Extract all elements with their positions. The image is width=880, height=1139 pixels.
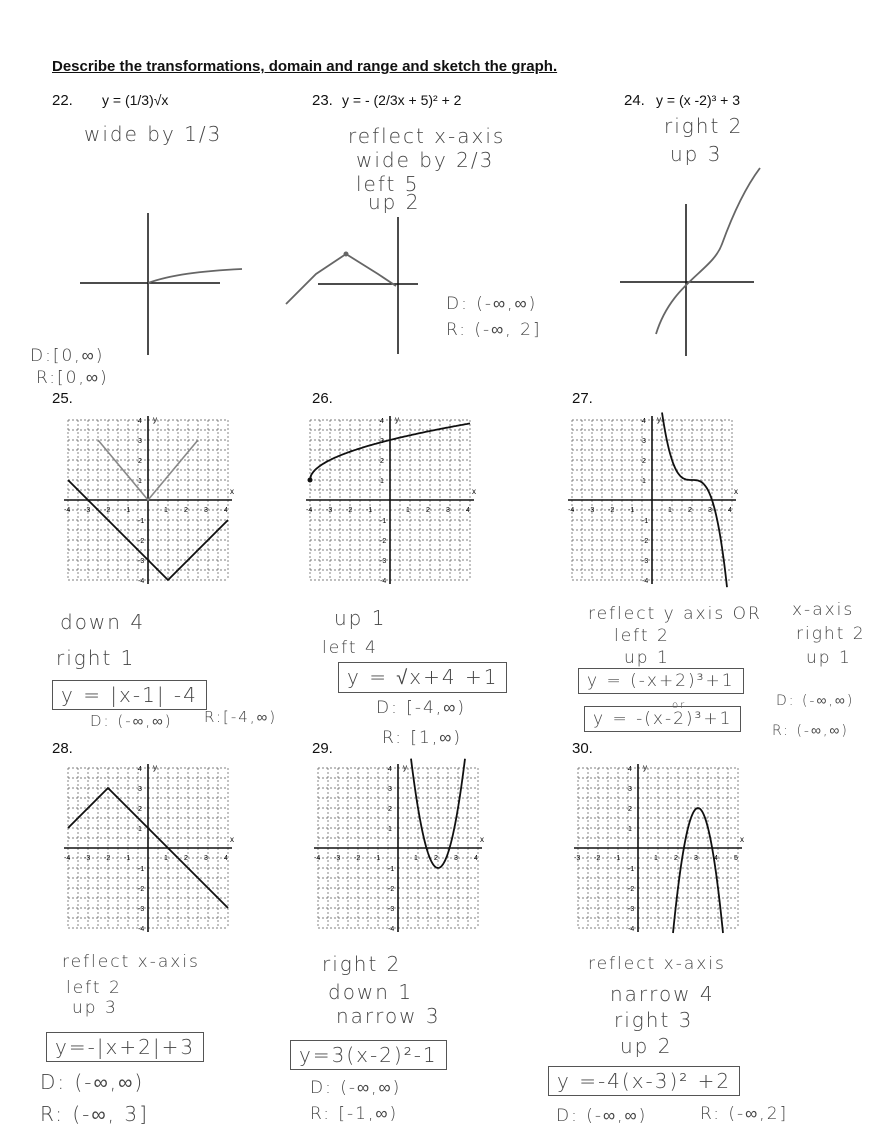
x-tick-label: 4 xyxy=(224,855,228,862)
x-tick-label: 1 xyxy=(654,855,658,862)
x-tick-label: -1 xyxy=(614,855,621,862)
problem-22-equation: y = (1/3)√x xyxy=(102,92,169,108)
page-title: Describe the transformations, domain and range and sketch the graph. xyxy=(52,58,558,75)
problem-28-answer: y=-|x+2|+3 xyxy=(46,1032,204,1062)
problem-23-note-2: wide by 2/3 xyxy=(356,148,495,172)
problem-26-number: 26. xyxy=(312,390,333,407)
problem-23-range: R: (-∞, 2] xyxy=(446,320,542,340)
x-tick-label: 2 xyxy=(674,855,678,862)
y-tick-label: 1 xyxy=(380,478,384,485)
x-axis-label: x xyxy=(230,835,234,844)
y-tick-label: 3 xyxy=(628,786,632,793)
x-tick-label: -4 xyxy=(64,507,71,514)
problem-23-equation: y = - (2/3x + 5)² + 2 xyxy=(342,92,462,108)
x-tick-label: -1 xyxy=(366,507,373,514)
problem-26-domain: D: [-4,∞) xyxy=(376,698,466,718)
problem-29-answer: y=3(x-2)²-1 xyxy=(290,1040,447,1070)
problem-27-graph xyxy=(560,410,756,605)
x-axis-label: x xyxy=(472,487,476,496)
y-tick-label: 4 xyxy=(380,418,384,425)
y-tick-label: -1 xyxy=(138,866,145,873)
y-tick-label: -4 xyxy=(138,926,145,933)
y-tick-label: -2 xyxy=(642,538,649,545)
problem-30-answer: y =-4(x-3)² +2 xyxy=(548,1066,740,1096)
y-tick-label: -2 xyxy=(138,886,145,893)
x-axis-label: x xyxy=(480,835,484,844)
problem-27-answer: y = (-x+2)³+1 xyxy=(578,668,744,694)
problem-23-domain: D: (-∞,∞) xyxy=(446,294,538,314)
x-tick-label: -1 xyxy=(628,507,635,514)
x-tick-label: 2 xyxy=(184,855,188,862)
y-tick-label: 2 xyxy=(642,458,646,465)
problem-24-note-2: up 3 xyxy=(670,142,723,166)
problem-30-number: 30. xyxy=(572,740,593,757)
x-tick-label: -2 xyxy=(104,507,111,514)
x-tick-label: -4 xyxy=(306,507,313,514)
problem-27-or: or xyxy=(672,700,687,711)
x-tick-label: 3 xyxy=(204,507,208,514)
x-tick-label: 3 xyxy=(694,855,698,862)
y-tick-label: 1 xyxy=(138,478,142,485)
x-tick-label: 2 xyxy=(688,507,692,514)
x-tick-label: -2 xyxy=(608,507,615,514)
y-tick-label: -1 xyxy=(138,518,145,525)
problem-22-number: 22. xyxy=(52,92,73,109)
y-tick-label: -4 xyxy=(380,578,387,585)
problem-25-domain: D: (-∞,∞) xyxy=(90,712,173,730)
problem-22-note: wide by 1/3 xyxy=(84,122,223,146)
y-tick-label: 1 xyxy=(628,826,632,833)
problem-26-note-2: left 4 xyxy=(322,638,378,658)
problem-26-note-1: up 1 xyxy=(334,606,387,630)
y-tick-label: -1 xyxy=(628,866,635,873)
y-tick-label: -3 xyxy=(380,558,387,565)
problem-22-range: R:[0,∞) xyxy=(36,368,109,388)
problem-28-note-3: up 3 xyxy=(72,998,118,1018)
problem-27-domain: D: (-∞,∞) xyxy=(776,693,855,709)
x-tick-label: 4 xyxy=(728,507,732,514)
x-tick-label: -3 xyxy=(334,855,341,862)
problem-29-domain: D: (-∞,∞) xyxy=(310,1078,402,1098)
y-tick-label: 2 xyxy=(380,458,384,465)
problem-25-note-2: right 1 xyxy=(56,646,136,670)
problem-27-note-2: left 2 xyxy=(614,626,670,646)
y-tick-label: -4 xyxy=(642,578,649,585)
x-tick-label: 1 xyxy=(164,855,168,862)
problem-25-number: 25. xyxy=(52,390,73,407)
y-tick-label: -3 xyxy=(138,906,145,913)
x-tick-label: 4 xyxy=(466,507,470,514)
function-curve xyxy=(673,808,723,933)
problem-28-graph xyxy=(56,758,246,953)
y-tick-label: -2 xyxy=(380,538,387,545)
problem-29-note-3: narrow 3 xyxy=(336,1004,441,1028)
y-axis-label: y xyxy=(643,763,647,772)
x-tick-label: -2 xyxy=(346,507,353,514)
y-tick-label: 3 xyxy=(138,786,142,793)
problem-30-note-1: reflect x-axis xyxy=(588,954,726,974)
y-tick-label: -4 xyxy=(388,926,395,933)
problem-28-note-1: reflect x-axis xyxy=(62,952,200,972)
x-tick-label: -3 xyxy=(588,507,595,514)
problem-22-domain: D:[0,∞) xyxy=(30,346,105,366)
y-tick-label: 1 xyxy=(388,826,392,833)
problem-28-domain: D: (-∞,∞) xyxy=(40,1070,145,1094)
x-tick-label: 1 xyxy=(406,507,410,514)
problem-27-note-1: reflect y axis OR xyxy=(588,604,762,624)
x-tick-label: -4 xyxy=(568,507,575,514)
problem-28-note-2: left 2 xyxy=(66,978,122,998)
problem-27-answer-2: y = -(x-2)³+1 xyxy=(584,706,741,732)
y-tick-label: 4 xyxy=(628,766,632,773)
problem-26-graph xyxy=(298,410,494,605)
problem-22-sketch xyxy=(70,205,260,360)
x-tick-label: 3 xyxy=(708,507,712,514)
x-tick-label: 1 xyxy=(668,507,672,514)
problem-24-sketch xyxy=(612,162,772,362)
problem-30-domain: D: (-∞,∞) xyxy=(556,1106,648,1126)
x-axis-label: x xyxy=(734,487,738,496)
x-tick-label: 4 xyxy=(474,855,478,862)
problem-30-note-3: right 3 xyxy=(614,1008,694,1032)
y-tick-label: 1 xyxy=(642,478,646,485)
problem-25-range: R:[-4,∞) xyxy=(204,708,278,726)
y-tick-label: -2 xyxy=(628,886,635,893)
y-tick-label: -1 xyxy=(642,518,649,525)
problem-25-graph xyxy=(56,410,246,605)
problem-29-graph xyxy=(306,758,496,953)
problem-24-number: 24. xyxy=(624,92,645,109)
problem-23-number: 23. xyxy=(312,92,333,109)
x-tick-label: -2 xyxy=(104,855,111,862)
problem-25-answer: y = |x-1| -4 xyxy=(52,680,207,710)
y-tick-label: -3 xyxy=(628,906,635,913)
endpoint-dot xyxy=(308,478,313,483)
x-tick-label: -1 xyxy=(124,507,131,514)
y-tick-label: 3 xyxy=(642,438,646,445)
problem-27-number: 27. xyxy=(572,390,593,407)
problem-27-note-3: up 1 xyxy=(624,648,670,668)
y-axis-label: y xyxy=(153,763,157,772)
x-tick-label: 4 xyxy=(714,855,718,862)
x-tick-label: -3 xyxy=(574,855,581,862)
y-tick-label: 4 xyxy=(642,418,646,425)
y-tick-label: 3 xyxy=(380,438,384,445)
y-tick-label: 1 xyxy=(138,826,142,833)
y-tick-label: -2 xyxy=(388,886,395,893)
x-tick-label: 2 xyxy=(426,507,430,514)
y-axis-label: y xyxy=(395,415,399,424)
y-tick-label: -4 xyxy=(628,926,635,933)
y-tick-label: 2 xyxy=(388,806,392,813)
x-tick-label: 1 xyxy=(164,507,168,514)
x-tick-label: -2 xyxy=(594,855,601,862)
x-tick-label: -1 xyxy=(124,855,131,862)
x-tick-label: 3 xyxy=(204,855,208,862)
x-tick-label: -1 xyxy=(374,855,381,862)
problem-23-note-1: reflect x-axis xyxy=(348,124,506,148)
x-tick-label: -4 xyxy=(314,855,321,862)
problem-30-note-2: narrow 4 xyxy=(610,982,715,1006)
x-tick-label: 3 xyxy=(446,507,450,514)
problem-30-graph xyxy=(566,758,756,953)
x-tick-label: 3 xyxy=(454,855,458,862)
x-tick-label: -2 xyxy=(354,855,361,862)
y-tick-label: -2 xyxy=(138,538,145,545)
problem-23-note-3: left 5 xyxy=(356,172,420,196)
x-tick-label: 2 xyxy=(184,507,188,514)
y-tick-label: -1 xyxy=(380,518,387,525)
problem-30-range: R: (-∞,2] xyxy=(700,1104,789,1124)
problem-29-range: R: [-1,∞) xyxy=(310,1104,399,1124)
y-tick-label: 4 xyxy=(388,766,392,773)
y-axis-label: y xyxy=(657,415,661,424)
y-tick-label: 2 xyxy=(138,806,142,813)
y-tick-label: 4 xyxy=(138,766,142,773)
problem-27-note-4: x-axis xyxy=(792,600,855,620)
problem-29-note-2: down 1 xyxy=(328,980,414,1004)
problem-27-note-5: right 2 xyxy=(796,624,866,644)
y-tick-label: 3 xyxy=(138,438,142,445)
problem-27-range: R: (-∞,∞) xyxy=(772,723,849,739)
y-tick-label: -4 xyxy=(138,578,145,585)
y-tick-label: 4 xyxy=(138,418,142,425)
x-axis-label: x xyxy=(230,487,234,496)
problem-28-number: 28. xyxy=(52,740,73,757)
problem-23-sketch xyxy=(278,212,428,360)
problem-29-note-1: right 2 xyxy=(322,952,402,976)
problem-24-equation: y = (x -2)³ + 3 xyxy=(656,92,741,108)
x-tick-label: 2 xyxy=(434,855,438,862)
problem-29-number: 29. xyxy=(312,740,333,757)
problem-24-note-1: right 2 xyxy=(664,114,744,138)
x-tick-label: -3 xyxy=(326,507,333,514)
y-axis-label: y xyxy=(403,763,407,772)
problem-26-answer: y = √x+4 +1 xyxy=(338,662,507,693)
x-tick-label: 5 xyxy=(734,855,738,862)
x-tick-label: 1 xyxy=(414,855,418,862)
x-tick-label: -3 xyxy=(84,855,91,862)
x-tick-label: -4 xyxy=(64,855,71,862)
problem-26-range: R: [1,∞) xyxy=(382,728,463,748)
problem-25-note-1: down 4 xyxy=(60,610,146,634)
y-tick-label: -3 xyxy=(138,558,145,565)
x-tick-label: -3 xyxy=(84,507,91,514)
y-tick-label: -3 xyxy=(388,906,395,913)
y-tick-label: 2 xyxy=(138,458,142,465)
problem-30-note-4: up 2 xyxy=(620,1034,673,1058)
problem-28-range: R: (-∞, 3] xyxy=(40,1102,149,1126)
x-axis-label: x xyxy=(740,835,744,844)
y-tick-label: -1 xyxy=(388,866,395,873)
problem-23-note-4: up 2 xyxy=(368,190,421,214)
y-axis-label: y xyxy=(153,415,157,424)
y-tick-label: 2 xyxy=(628,806,632,813)
y-tick-label: 3 xyxy=(388,786,392,793)
x-tick-label: 4 xyxy=(224,507,228,514)
y-tick-label: -3 xyxy=(642,558,649,565)
problem-27-note-6: up 1 xyxy=(806,648,852,668)
